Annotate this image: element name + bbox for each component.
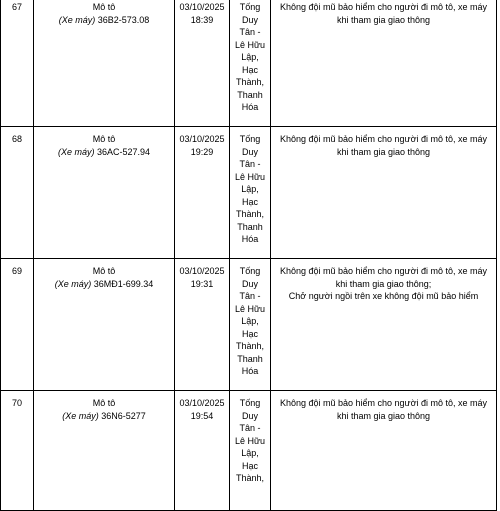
license-plate: 36AC-527.94 [96, 146, 151, 157]
violation-date: 03/10/2025 [179, 266, 225, 276]
vehicle-type: Mô tô [92, 134, 116, 144]
vehicle-cell [34, 0, 175, 127]
license-plate: 36N6-5277 [101, 410, 146, 421]
table-row [1, 0, 497, 127]
violation-description: Không đội mũ bảo hiểm cho người đi mô tô, xe máy khi tham gia giao thông; [279, 266, 488, 289]
vehicle-kind: (Xe máy) [58, 14, 96, 25]
violation-location: Tống Duy Tân - Lê Hữu Lập, Hạc Thành, Thanh Hóa [234, 134, 266, 244]
table-row [1, 127, 497, 259]
datetime-cell [175, 259, 230, 391]
location-cell [230, 391, 271, 511]
violation-description: Không đội mũ bảo hiểm cho người đi mô tô, xe máy khi tham gia giao thông [279, 398, 488, 421]
row-number: 69 [11, 266, 22, 276]
table-row [1, 259, 497, 391]
row-number-cell [1, 127, 34, 259]
row-number: 70 [11, 398, 22, 408]
violation-description: Không đội mũ bảo hiểm cho người đi mô tô, xe máy khi tham gia giao thông [279, 2, 488, 25]
vehicle-type: Mô tô [92, 398, 116, 408]
license-plate: 36MĐ1-699.34 [93, 278, 154, 289]
location-cell [230, 127, 271, 259]
datetime-cell [175, 391, 230, 511]
violation-time: 19:54 [190, 410, 214, 421]
violation-time: 18:39 [190, 14, 214, 25]
violation-date: 03/10/2025 [179, 398, 225, 408]
violation-time: 19:31 [190, 278, 214, 289]
violation-description: Chở người ngồi trên xe không đội mũ bảo hiểm [288, 291, 479, 301]
violation-date: 03/10/2025 [179, 134, 225, 144]
violation-location: Tống Duy Tân - Lê Hữu Lập, Hạc Thành, Thanh Hóa [234, 2, 266, 112]
license-plate: 36B2-573.08 [97, 14, 150, 25]
vehicle-kind: (Xe máy) [54, 278, 92, 289]
violation-cell [271, 259, 497, 391]
violation-cell [271, 391, 497, 511]
violation-time: 19:29 [190, 146, 214, 157]
vehicle-type: Mô tô [92, 266, 116, 276]
violation-cell [271, 0, 497, 127]
row-number-cell [1, 0, 34, 127]
violation-location: Tống Duy Tân - Lê Hữu Lập, Hạc Thành, [234, 398, 266, 483]
table-row [1, 391, 497, 511]
location-cell [230, 259, 271, 391]
datetime-cell [175, 0, 230, 127]
vehicle-type: Mô tô [92, 2, 116, 12]
vehicle-cell [34, 391, 175, 511]
location-cell [230, 0, 271, 127]
vehicle-cell [34, 127, 175, 259]
row-number: 67 [11, 2, 22, 12]
vehicle-cell [34, 259, 175, 391]
datetime-cell [175, 127, 230, 259]
vehicle-kind: (Xe máy) [62, 410, 99, 421]
violation-description: Không đội mũ bảo hiểm cho người đi mô tô, xe máy khi tham gia giao thông [279, 134, 488, 157]
row-number-cell [1, 391, 34, 511]
row-number: 68 [11, 134, 22, 144]
violation-cell [271, 127, 497, 259]
violation-date: 03/10/2025 [179, 2, 225, 12]
vehicle-kind: (Xe máy) [57, 146, 95, 157]
row-number-cell [1, 259, 34, 391]
violation-location: Tống Duy Tân - Lê Hữu Lập, Hạc Thành, Thanh Hóa [234, 266, 266, 376]
